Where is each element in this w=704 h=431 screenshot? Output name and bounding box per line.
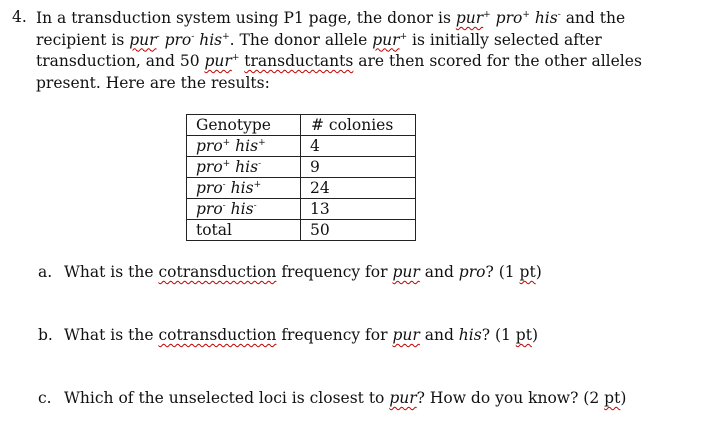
text-segment: transduction, and 50	[36, 52, 205, 70]
superscript-minus: -	[222, 179, 226, 190]
gene-pur: pur	[455, 9, 484, 27]
gene-pro: pro	[196, 158, 223, 176]
total-value: 50	[301, 220, 416, 241]
results-table	[186, 114, 416, 241]
superscript-plus: +	[399, 31, 408, 42]
subquestion-letter: b.	[38, 326, 53, 344]
gene-pur: pur	[389, 389, 417, 407]
superscript-minus: -	[222, 200, 226, 211]
word-pt: pt	[519, 263, 536, 281]
word-transductants: transductants	[244, 52, 354, 70]
text-segment: are then scored for the other alleles	[353, 52, 642, 70]
table-header-row	[187, 115, 416, 136]
text-segment: In a transduction system using P1 page, the donor is	[36, 9, 456, 27]
genotype-cell	[187, 199, 301, 220]
text-segment: )	[531, 326, 538, 344]
word-pt: pt	[604, 389, 621, 407]
header-genotype: Genotype	[187, 115, 301, 136]
subquestion-b	[38, 326, 538, 344]
gene-pur: pur	[204, 52, 232, 70]
superscript-minus: -	[557, 9, 561, 20]
genotype-cell	[187, 157, 301, 178]
gene-pro: pro	[196, 200, 223, 218]
total-label: total	[187, 220, 301, 241]
superscript-plus: +	[253, 179, 262, 190]
gene-pur: pur	[129, 30, 157, 49]
gene-his: his	[458, 326, 482, 344]
superscript-plus: +	[522, 9, 530, 20]
table-total-row	[187, 220, 416, 241]
subquestion-letter: a.	[38, 263, 53, 281]
text-segment: What is the	[64, 263, 159, 281]
colonies-cell: 9	[301, 157, 416, 178]
gene-pro: pro	[458, 263, 486, 281]
genotype-cell	[187, 136, 301, 157]
gene-pur: pur	[392, 263, 420, 281]
colonies-cell: 13	[301, 199, 416, 220]
gene-his: his	[199, 30, 223, 49]
gene-his: his	[235, 137, 259, 155]
gene-his: his	[235, 158, 259, 176]
table-row	[187, 178, 416, 199]
gene-pur: pur	[372, 30, 400, 49]
text-segment: ? (1	[485, 263, 520, 281]
question-line-2	[36, 30, 656, 52]
table-row	[187, 136, 416, 157]
gene-his: his	[230, 200, 254, 218]
table-row	[187, 199, 416, 220]
question-number: 4.	[12, 8, 27, 26]
gene-pro: pro	[495, 9, 523, 27]
gene-pro: pro	[196, 137, 223, 155]
text-segment: frequency for	[276, 326, 393, 344]
gene-pur: pur	[392, 326, 420, 344]
word-pt: pt	[515, 326, 532, 344]
text-segment: ? How do you know? (2	[416, 389, 605, 407]
text-segment: Which of the unselected loci is closest to	[64, 389, 390, 407]
text-segment: and	[419, 263, 459, 281]
subquestion-c	[38, 389, 626, 407]
text-segment: and	[419, 326, 459, 344]
question-line-3	[36, 51, 656, 73]
superscript-plus: +	[222, 158, 231, 169]
superscript-plus: +	[231, 52, 240, 63]
subquestion-a	[38, 263, 542, 281]
text-segment: and the	[560, 9, 626, 27]
gene-his: his	[230, 179, 254, 197]
superscript-plus: +	[222, 137, 231, 148]
text-segment: . The donor allele	[229, 30, 373, 49]
text-segment: frequency for	[276, 263, 393, 281]
superscript-minus: -	[156, 31, 160, 42]
gene-pro: pro	[164, 30, 192, 49]
question-text	[36, 8, 656, 94]
superscript-plus: +	[258, 137, 266, 148]
word-cotransduction: cotransduction	[158, 263, 277, 281]
text-segment: recipient is	[36, 30, 130, 49]
question-line-1	[36, 8, 656, 30]
superscript-minus: -	[191, 31, 195, 42]
text-segment: is initially selected after	[407, 30, 602, 49]
gene-his: his	[534, 9, 558, 27]
header-colonies: # colonies	[301, 115, 416, 136]
gene-pro: pro	[196, 179, 223, 197]
question-line-4: present. Here are the results:	[36, 73, 270, 92]
colonies-cell: 4	[301, 136, 416, 157]
text-segment: )	[620, 389, 627, 407]
text-segment: What is the	[64, 326, 159, 344]
superscript-minus: -	[258, 158, 262, 169]
superscript-minus: -	[253, 200, 257, 211]
word-cotransduction: cotransduction	[158, 326, 277, 344]
superscript-plus: +	[222, 31, 230, 42]
text-segment: )	[535, 263, 542, 281]
colonies-cell: 24	[301, 178, 416, 199]
table-row	[187, 157, 416, 178]
superscript-plus: +	[483, 9, 491, 20]
subquestion-letter: c.	[38, 389, 52, 407]
genotype-cell	[187, 178, 301, 199]
text-segment: ? (1	[481, 326, 516, 344]
